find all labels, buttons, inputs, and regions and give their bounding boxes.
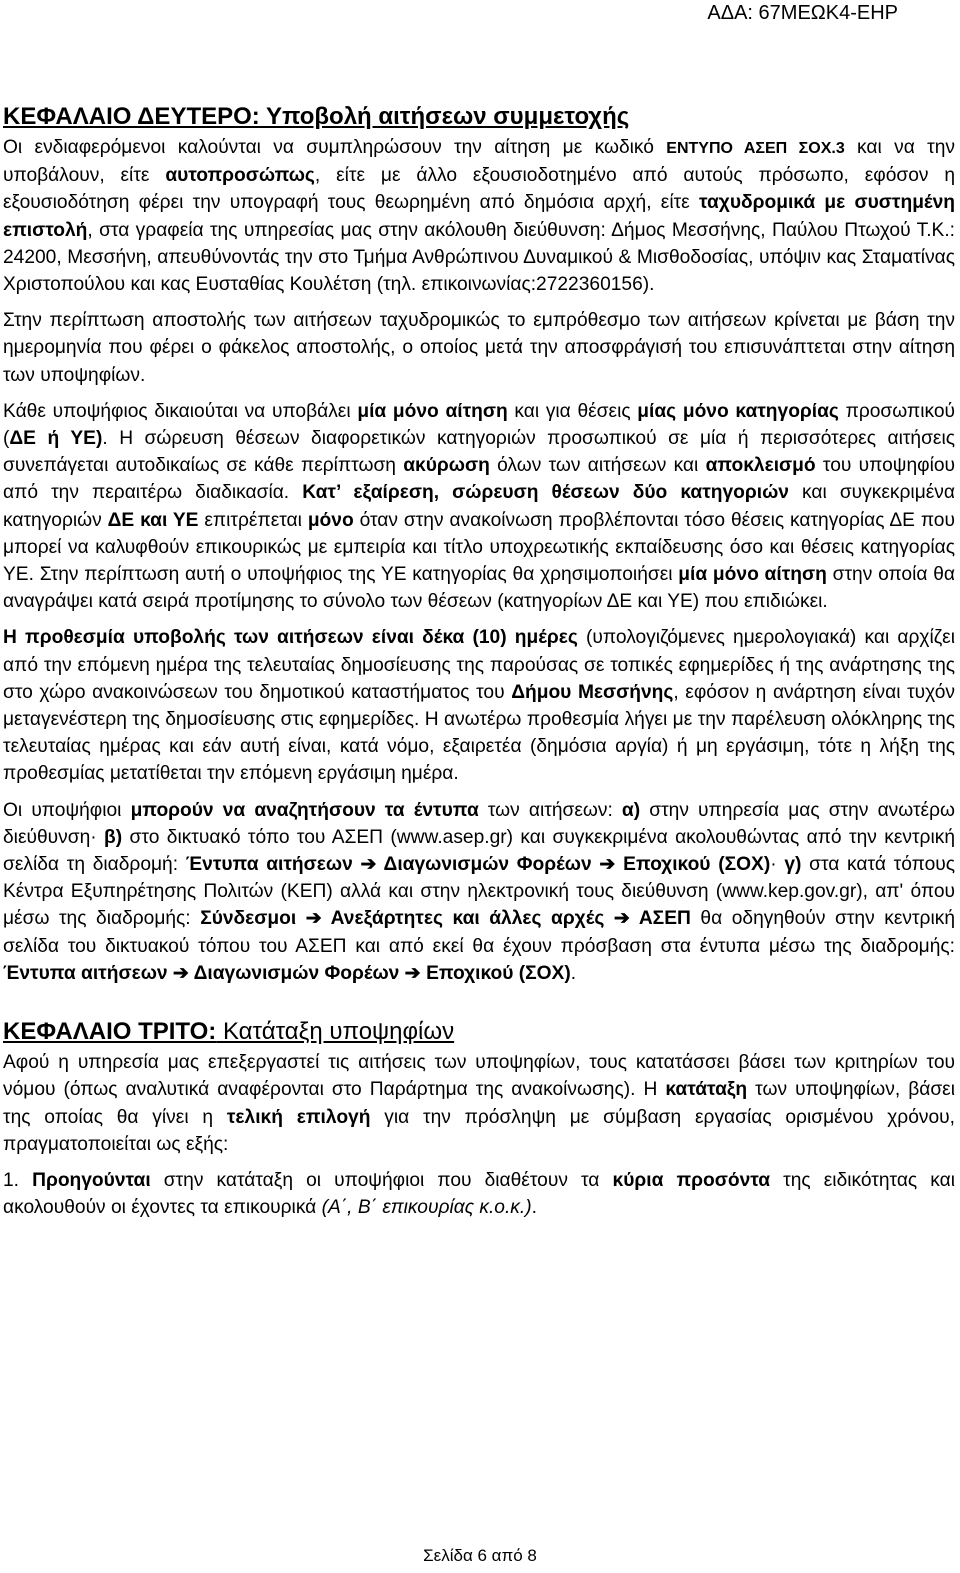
emphasis: κύρια προσόντα	[612, 1169, 771, 1191]
text: στα κατά τόπους Κέντρα Εξυπηρέτησης Πολιτών (ΚΕΠ) αλλά και στην ηλεκτρονική τους διεύθυνση (www.kep.gov.gr), απ' όπου μέσω της διαδρομής:	[3, 854, 955, 930]
emphasis: μία μόνο αίτηση	[678, 564, 827, 586]
paragraph-ranking	[3, 1049, 955, 1158]
text: .	[570, 962, 577, 984]
list-number: 1.	[3, 1169, 33, 1191]
paragraph-forms	[3, 797, 955, 987]
emphasis: μία μόνο αίτηση	[357, 400, 508, 422]
chapter-two-title: ΚΕΦΑΛΑΙΟ ΔΕΥΤΕΡΟ: Υποβολή αιτήσεων συμμετοχής	[3, 103, 630, 130]
text: για την πρόσληψη με σύμβαση εργασίας ορισμένου χρόνου, πραγματοποιείται ως εξής:	[3, 1106, 955, 1155]
emphasis: ταχυδρομικά με συστημένη επιστολή	[3, 192, 955, 241]
emphasis: τελική επιλογή	[226, 1106, 371, 1128]
emphasis: μπορούν να αναζητήσουν τα έντυπα	[130, 799, 479, 821]
chapter-three-title	[3, 1015, 955, 1049]
navigation-path: Έντυπα αιτήσεων ➔ Διαγωνισμών Φορέων ➔ Εποχικού (ΣΟΧ)	[185, 854, 771, 876]
text: και συγκεκριμένα κατηγοριών	[3, 482, 955, 531]
text: .	[531, 1197, 537, 1219]
text: Οι ενδιαφερόμενοι καλούνται να συμπληρώσουν την αίτηση με κωδικό	[3, 137, 667, 158]
text: της ειδικότητας και ακολουθούν οι έχοντες τα επικουρικά	[3, 1169, 955, 1219]
text: στην οποία θα αναγράψει κατά σειρά προτίμησης το σύνολο των θέσεων (κατηγορίων ΔΕ και ΥΕ) που επιδιώκει.	[3, 564, 955, 613]
text: θα οδηγηθούν στην κεντρική σελίδα του δικτυακού τόπου του ΑΣΕΠ και από εκεί θα έχουν πρόσβαση στα έντυπα μέσω της διαδρομής:	[3, 908, 955, 957]
text: των υποψηφίων, βάσει της οποίας θα γίνει η	[3, 1079, 955, 1128]
text: , στα γραφεία της υπηρεσίας μας στην ακόλουθη διεύθυνση: Δήμος Μεσσήνης, Παύλου Πτωχού Τ.Κ.: 24200, Μεσσήνη, απευθύνοντάς την στο Τμήμα Ανθρώπινου Δυναμικού & Μισθοδοσίας, υπόψιν κας Σταματίνας Χριστοπούλου και κας Ευσταθίας Κουλέτση (τηλ. επικοινωνίας:2722360156).	[3, 219, 955, 296]
text: στην υπηρεσία μας στην ανωτέρω διεύθυνση·	[3, 799, 955, 848]
navigation-path: Σύνδεσμοι ➔ Ανεξάρτητες και άλλες αρχές ➔ ΑΣΕΠ	[200, 908, 691, 930]
emphasis: μόνο	[307, 509, 354, 531]
emphasis: Κατ’ εξαίρεση, σώρευση θέσεων δύο κατηγοριών	[302, 482, 789, 504]
text: (υπολογιζόμενες ημερολογιακά) και αρχίζει από την επόμενη ημέρα της τελευταίας δημοσίευσης της παρούσας σε τοπικές εφημερίδες ή της ανάρτησης της στο χώρο ανακοινώσεων του δημοτικού καταστήματος του	[3, 627, 955, 703]
text: στο δικτυακό τόπο του ΑΣΕΠ (www.asep.gr) και συγκεκριμένα ακολουθώντας από την κεντρική σελίδα τη διαδρομή:	[3, 826, 955, 876]
text: όταν στην ανακοίνωση προβλέπονται τόσο θέσεις κατηγορίας ΔΕ που μπορεί να καλυφθούν επικουρικώς με εμπειρία και τίτλο υποχρεωτικής εκπαίδευσης όσο και θέσεις κατηγορίας ΥΕ. Στην περίπτωση αυτή ο υποψήφιος της ΥΕ κατηγορίας θα χρησιμοποιήσει	[3, 509, 955, 586]
text: , εφόσον η ανάρτηση είναι τυχόν μεταγενέστερη της δημοσίευσης στις εφημερίδες. Η ανωτέρω προθεσμία λήγει με την παρέλευση ολόκληρης της τελευταίας ημέρας και εάν αυτή είναι, κατά νόμο, εξαιρετέα (δημόσια αργία) ή μη εργάσιμη, τότε η λήξη της προθεσμίας μετατίθεται την επόμενη εργάσιμη ημέρα.	[3, 681, 955, 785]
text: , είτε με άλλο εξουσιοδοτημένο από αυτούς πρόσωπο, εφόσον η εξουσιοδότηση φέρει την υπογραφή τους θεωρημένη από δημόσια αρχή, είτε	[3, 165, 956, 214]
ada-code: ΑΔΑ: 67ΜΕΩΚ4-ΕΗΡ	[707, 2, 898, 24]
text: των αιτήσεων:	[478, 799, 622, 821]
text: . Η σώρευση θέσεων διαφορετικών κατηγοριών προσωπικού σε μία ή περισσότερες αιτήσεις συνεπάγεται αυτοδικαίως σε κάθε περίπτωση	[3, 428, 955, 477]
emphasis: ακύρωση	[403, 455, 490, 477]
document-body	[3, 100, 955, 1221]
chapter-three-subject: Κατάταξη υποψηφίων	[216, 1018, 455, 1046]
page-number: Σελίδα 6 από 8	[423, 1546, 537, 1565]
form-code: ΕΝΤΥΠΟ ΑΣΕΠ ΣΟΧ.3	[666, 140, 845, 157]
paragraph-submission	[3, 134, 955, 298]
emphasis: κατάταξη	[665, 1079, 748, 1101]
text: Κάθε υποψήφιος δικαιούται να υποβάλει	[3, 400, 358, 422]
text: και να την υποβάλουν, είτε	[3, 137, 955, 187]
emphasis: α)	[621, 799, 641, 821]
text: του υποψηφίου από την περαιτέρω διαδικασία.	[3, 455, 956, 504]
chapter-three-label: ΚΕΦΑΛΑΙΟ ΤΡΙΤΟ:	[3, 1018, 217, 1046]
text: ·	[770, 854, 785, 876]
text: όλων των αιτήσεων και	[489, 455, 706, 477]
emphasis: Δήμου Μεσσήνης	[511, 681, 674, 703]
text: Αφού η υπηρεσία μας επεξεργαστεί τις αιτήσεις των υποψηφίων, τους κατατάσσει βάσει των κριτηρίων του νόμου (όπως αναλυτικά αναφέρονται στο Παράρτημα της ανακοίνωσης). Η	[3, 1052, 955, 1101]
text: επιτρέπεται	[198, 509, 308, 531]
paragraph-deadline	[3, 624, 955, 787]
text: προσωπικού (	[3, 400, 956, 450]
text: Οι υποψήφιοι	[3, 799, 131, 821]
navigation-path: Έντυπα αιτήσεων ➔ Διαγωνισμών Φορέων ➔ Εποχικού (ΣΟΧ)	[3, 962, 571, 984]
emphasis: μίας μόνο κατηγορίας	[637, 400, 839, 422]
paragraph-postal: Στην περίπτωση αποστολής των αιτήσεων ταχυδρομικώς το εμπρόθεσμο των αιτήσεων κρίνεται με βάση την ημερομηνία που φέρει ο φάκελος αποστολής, ο οποίος μετά την αποσφράγισή του επισυνάπτεται στην αίτηση των υποψηφίων.	[3, 310, 955, 386]
emphasis: αποκλεισμό	[705, 455, 816, 477]
paragraph-one-application	[3, 398, 955, 616]
emphasis: αυτοπροσώπως	[165, 165, 315, 187]
emphasis: ΔΕ ή ΥΕ)	[9, 428, 103, 450]
emphasis: Η προθεσμία υποβολής των αιτήσεων είναι δέκα (10) ημέρες	[3, 627, 578, 649]
text: και για θέσεις	[507, 400, 638, 422]
text: στην κατάταξη οι υποψήφιοι που διαθέτουν τα	[150, 1169, 613, 1191]
emphasis: ΔΕ και ΥΕ	[107, 509, 199, 531]
emphasis: β)	[104, 826, 123, 848]
list-item	[3, 1167, 955, 1221]
emphasis: γ)	[784, 854, 802, 876]
italic-note: (Α΄, Β΄ επικουρίας κ.ο.κ.)	[321, 1197, 532, 1219]
emphasis: Προηγούνται	[32, 1169, 151, 1191]
